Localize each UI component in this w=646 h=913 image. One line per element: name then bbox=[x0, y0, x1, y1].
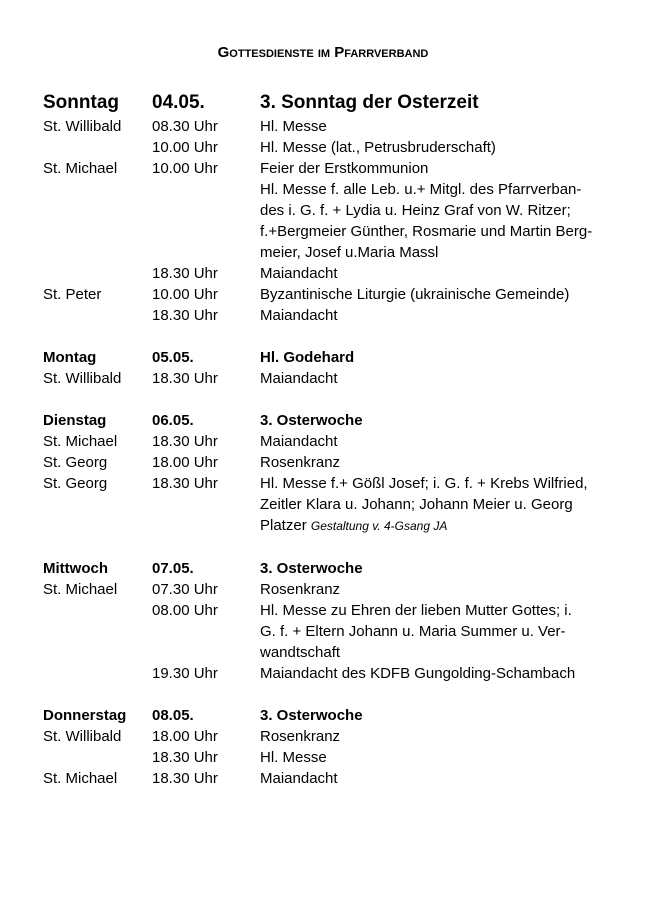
service-time: 18.30 Uhr bbox=[152, 370, 218, 387]
description-line bbox=[260, 116, 600, 137]
service-time: 10.00 Uhr bbox=[152, 286, 218, 303]
day-header bbox=[43, 558, 603, 579]
service-place: St. Michael bbox=[43, 770, 118, 787]
description-text: Zeitler Klara u. Johann; Johann Meier u. Georg bbox=[260, 496, 573, 513]
service-place: St. Willibald bbox=[43, 728, 122, 745]
day-spacer bbox=[43, 684, 603, 705]
description-text: Hl. Messe f.+ Gößl Josef; i. G. f. + Krebs Wilfried, bbox=[260, 475, 588, 492]
description-text: Byzantinische Liturgie (ukrainische Gemeinde) bbox=[260, 286, 570, 303]
description-line bbox=[260, 179, 600, 200]
description-text: Hl. Messe (lat., Petrusbruderschaft) bbox=[260, 139, 496, 156]
day-name: Dienstag bbox=[43, 412, 107, 429]
service-row bbox=[43, 116, 603, 137]
service-time: 08.30 Uhr bbox=[152, 118, 218, 135]
day-occasion: 3. Sonntag der Osterzeit bbox=[260, 92, 479, 113]
service-description bbox=[260, 726, 600, 747]
description-line bbox=[260, 494, 600, 515]
description-line bbox=[260, 158, 600, 179]
service-place: St. Georg bbox=[43, 475, 108, 492]
day-date: 05.05. bbox=[152, 349, 194, 366]
day-occasion: Hl. Godehard bbox=[260, 349, 355, 366]
description-text: Hl. Messe zu Ehren der lieben Mutter Gottes; i. bbox=[260, 602, 572, 619]
description-text: des i. G. f. + Lydia u. Heinz Graf von W. Ritzer; bbox=[260, 202, 571, 219]
description-line bbox=[260, 284, 600, 305]
service-row bbox=[43, 158, 603, 263]
service-place: St. Michael bbox=[43, 160, 118, 177]
description-text: G. f. + Eltern Johann u. Maria Summer u. Ver- bbox=[260, 623, 566, 640]
description-text: Maiandacht bbox=[260, 265, 338, 282]
service-description bbox=[260, 768, 600, 789]
service-time: 08.00 Uhr bbox=[152, 602, 218, 619]
schedule bbox=[43, 90, 603, 789]
service-description bbox=[260, 263, 600, 284]
description-text: Feier der Erstkommunion bbox=[260, 160, 429, 177]
service-note: Gestaltung v. 4-Gsang JA bbox=[310, 519, 448, 533]
service-place: St. Michael bbox=[43, 581, 118, 598]
description-line bbox=[260, 431, 600, 452]
page-title: Gottesdienste im Pfarrverband bbox=[217, 44, 429, 61]
service-row bbox=[43, 305, 603, 326]
description-text: Rosenkranz bbox=[260, 728, 341, 745]
service-row bbox=[43, 600, 603, 663]
description-line bbox=[260, 515, 600, 537]
service-row bbox=[43, 768, 603, 789]
description-line bbox=[260, 452, 600, 473]
service-time: 18.30 Uhr bbox=[152, 307, 218, 324]
service-time: 18.30 Uhr bbox=[152, 475, 218, 492]
service-time: 19.30 Uhr bbox=[152, 665, 218, 682]
description-line bbox=[260, 642, 600, 663]
service-row bbox=[43, 473, 603, 537]
description-line bbox=[260, 747, 600, 768]
description-line bbox=[260, 242, 600, 263]
description-text: Platzer bbox=[260, 517, 307, 534]
service-time: 07.30 Uhr bbox=[152, 581, 218, 598]
description-line bbox=[260, 305, 600, 326]
day-date: 07.05. bbox=[152, 560, 194, 577]
description-text: Maiandacht bbox=[260, 370, 338, 387]
day-spacer bbox=[43, 389, 603, 410]
day-header bbox=[43, 705, 603, 726]
description-line bbox=[260, 579, 600, 600]
description-line bbox=[260, 726, 600, 747]
description-text: Maiandacht des KDFB Gungolding-Schambach bbox=[260, 665, 576, 682]
day-name: Donnerstag bbox=[43, 707, 127, 724]
service-description bbox=[260, 368, 600, 389]
day-header bbox=[43, 347, 603, 368]
day-occasion: 3. Osterwoche bbox=[260, 412, 363, 429]
day-header bbox=[43, 410, 603, 431]
service-row bbox=[43, 452, 603, 473]
service-row bbox=[43, 137, 603, 158]
day-header bbox=[43, 90, 603, 116]
day-name: Sonntag bbox=[43, 92, 119, 113]
service-description bbox=[260, 579, 600, 600]
description-line bbox=[260, 473, 600, 494]
description-line bbox=[260, 600, 600, 621]
service-time: 10.00 Uhr bbox=[152, 139, 218, 156]
service-row bbox=[43, 368, 603, 389]
service-description bbox=[260, 158, 600, 263]
description-text: Rosenkranz bbox=[260, 581, 341, 598]
day-spacer bbox=[43, 537, 603, 558]
description-text: wandtschaft bbox=[260, 644, 341, 661]
service-row bbox=[43, 579, 603, 600]
service-description bbox=[260, 284, 600, 305]
service-place: St. Michael bbox=[43, 433, 118, 450]
description-text: meier, Josef u.Maria Massl bbox=[260, 244, 439, 261]
service-time: 18.00 Uhr bbox=[152, 728, 218, 745]
description-line bbox=[260, 263, 600, 284]
description-line bbox=[260, 768, 600, 789]
service-place: St. Willibald bbox=[43, 118, 122, 135]
description-text: f.+Bergmeier Günther, Rosmarie und Martin Berg- bbox=[260, 223, 593, 240]
day-date: 04.05. bbox=[152, 92, 205, 113]
service-place: St. Peter bbox=[43, 286, 102, 303]
day-occasion: 3. Osterwoche bbox=[260, 707, 363, 724]
service-row bbox=[43, 284, 603, 305]
description-text: Hl. Messe bbox=[260, 749, 327, 766]
day-spacer bbox=[43, 326, 603, 347]
description-text: Maiandacht bbox=[260, 433, 338, 450]
description-line bbox=[260, 663, 600, 684]
service-description bbox=[260, 473, 600, 537]
description-text: Hl. Messe bbox=[260, 118, 327, 135]
description-line bbox=[260, 137, 600, 158]
service-description bbox=[260, 452, 600, 473]
service-description bbox=[260, 747, 600, 768]
day-name: Mittwoch bbox=[43, 560, 108, 577]
service-time: 18.30 Uhr bbox=[152, 433, 218, 450]
service-row bbox=[43, 263, 603, 284]
service-time: 10.00 Uhr bbox=[152, 160, 218, 177]
description-line bbox=[260, 200, 600, 221]
description-line bbox=[260, 221, 600, 242]
description-line bbox=[260, 621, 600, 642]
description-line bbox=[260, 368, 600, 389]
service-row bbox=[43, 726, 603, 747]
description-text: Maiandacht bbox=[260, 770, 338, 787]
service-place: St. Willibald bbox=[43, 370, 122, 387]
description-text: Hl. Messe f. alle Leb. u.+ Mitgl. des Pfarrverban- bbox=[260, 181, 582, 198]
service-description bbox=[260, 305, 600, 326]
day-date: 08.05. bbox=[152, 707, 194, 724]
service-description bbox=[260, 137, 600, 158]
service-row bbox=[43, 663, 603, 684]
service-time: 18.30 Uhr bbox=[152, 749, 218, 766]
description-text: Maiandacht bbox=[260, 307, 338, 324]
description-text: Rosenkranz bbox=[260, 454, 341, 471]
service-time: 18.30 Uhr bbox=[152, 770, 218, 787]
day-occasion: 3. Osterwoche bbox=[260, 560, 363, 577]
day-date: 06.05. bbox=[152, 412, 194, 429]
service-description bbox=[260, 431, 600, 452]
service-place: St. Georg bbox=[43, 454, 108, 471]
service-description bbox=[260, 663, 600, 684]
service-row bbox=[43, 431, 603, 452]
service-time: 18.30 Uhr bbox=[152, 265, 218, 282]
day-name: Montag bbox=[43, 349, 97, 366]
service-row bbox=[43, 747, 603, 768]
service-description bbox=[260, 116, 600, 137]
service-time: 18.00 Uhr bbox=[152, 454, 218, 471]
service-description bbox=[260, 600, 600, 663]
